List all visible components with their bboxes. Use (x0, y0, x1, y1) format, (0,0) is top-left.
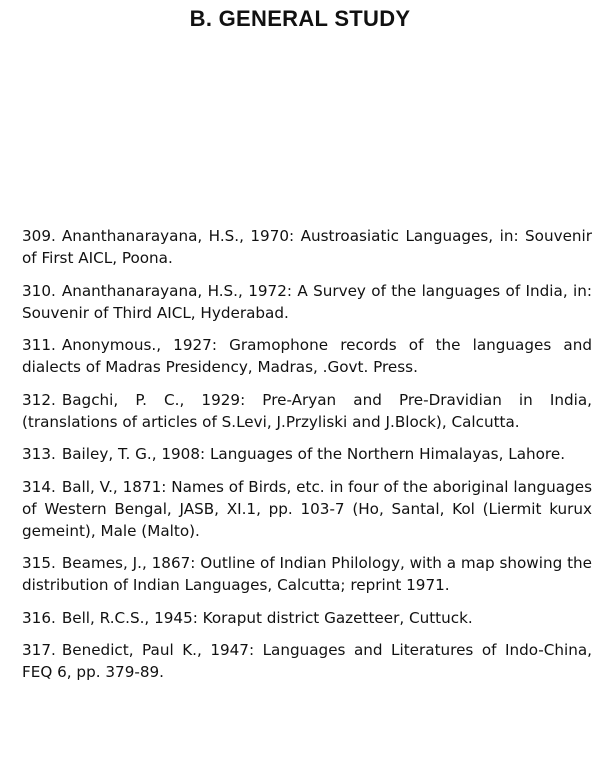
bibliography-list (22, 225, 592, 694)
bibliography-entry (22, 476, 592, 542)
entry-text: Anonymous., 1927: Gramophone records of the languages and dialects of Madras Presidency, Madras, .Govt. Press. (22, 336, 592, 376)
section-heading: B. GENERAL STUDY (189, 6, 411, 31)
entry-text: Ananthanarayana, H.S., 1972: A Survey of the languages of India, in: Souvenir of Third AICL, Hyderabad. (22, 281, 592, 322)
entry-number: 313. (22, 445, 56, 463)
entry-text: Benedict, Paul K., 1947: Languages and Literatures of Indo-China, FEQ 6, pp. 379-89. (22, 641, 592, 681)
bibliography-entry (22, 225, 592, 269)
entry-text: Ananthanarayana, H.S., 1970: Austroasiatic Languages, in: Souvenir of First AICL, Poona. (22, 227, 592, 267)
bibliography-entry (22, 334, 592, 378)
entry-number: 316. (22, 608, 56, 627)
bibliography-entry (22, 280, 592, 324)
bibliography-entry (22, 607, 592, 629)
entry-text: Ball, V., 1871: Names of Birds, etc. in four of the aboriginal languages of Western Bengal, JASB, XI.1, pp. 103-7 (Ho, Santal, Kol (Liermit kurux gemeint), Male (Malto). (22, 477, 592, 540)
entry-number: 310. (22, 281, 56, 300)
entry-text: Bagchi, P. C., 1929: Pre-Aryan and Pre-Dravidian in India, (translations of articles of S.Levi, J.Przyliski and J.Block), Calcutta. (22, 390, 592, 431)
entry-number: 315. (22, 554, 56, 572)
bibliography-entry (22, 443, 592, 465)
entry-text: Bell, R.C.S., 1945: Koraput district Gazetteer, Cuttuck. (61, 608, 473, 627)
bibliography-entry (22, 639, 592, 683)
entry-text: Beames, J., 1867: Outline of Indian Philology, with a map showing the distribution of Indian Languages, Calcutta; reprint 1971. (22, 554, 592, 594)
bibliography-entry (22, 389, 592, 433)
entry-number: 312. (22, 390, 56, 409)
entry-number: 311. (22, 336, 56, 354)
entry-text: Bailey, T. G., 1908: Languages of the Northern Himalayas, Lahore. (61, 445, 566, 463)
bibliography-entry (22, 552, 592, 596)
entry-number: 314. (22, 477, 56, 496)
entry-number: 317. (22, 641, 56, 659)
entry-number: 309. (22, 227, 56, 245)
